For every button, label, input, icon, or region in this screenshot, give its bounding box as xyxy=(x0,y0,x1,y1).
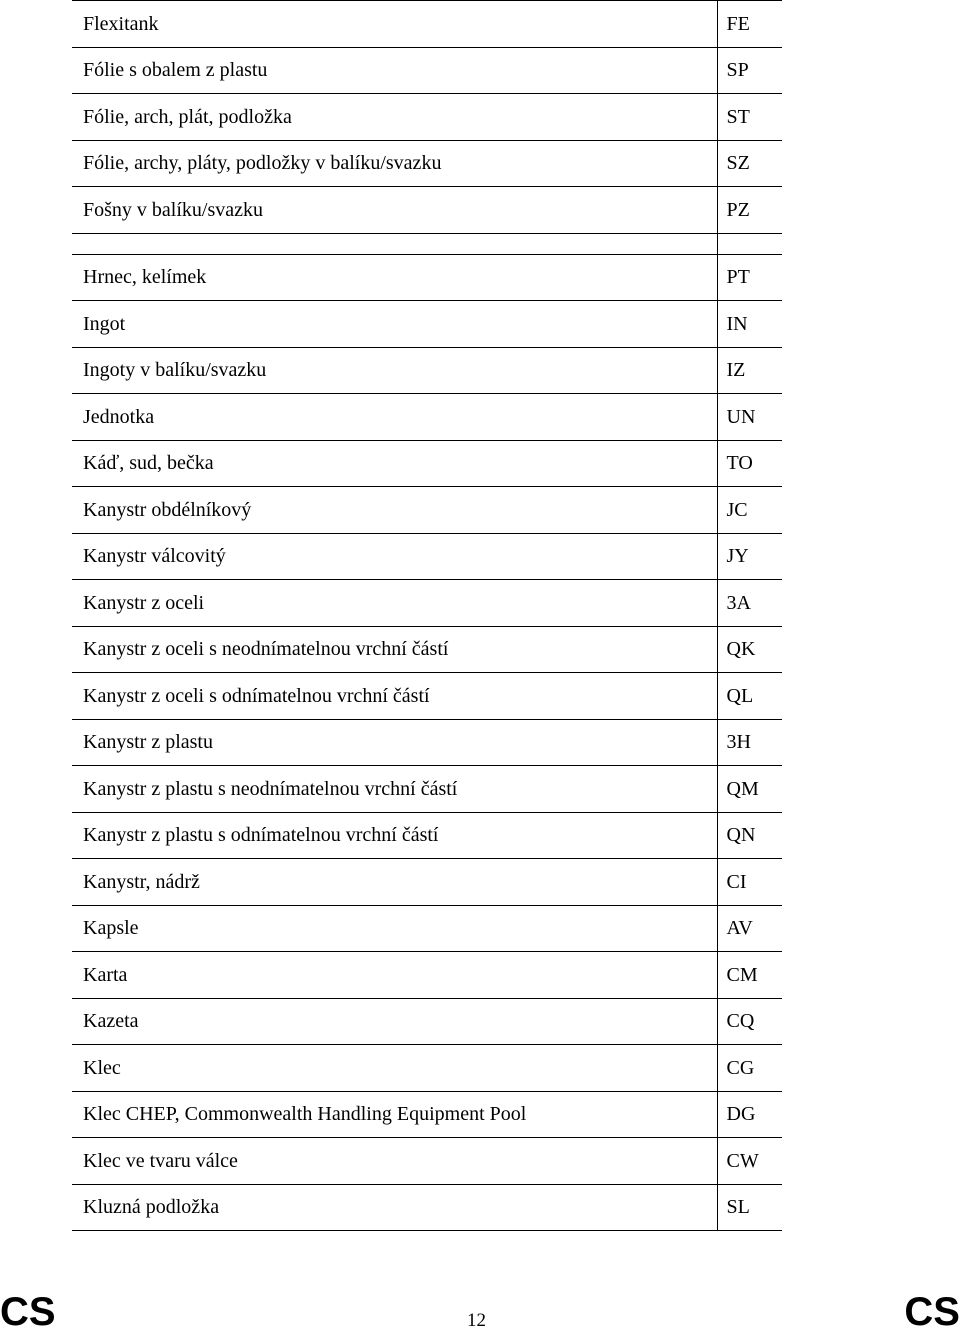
package-code: SP xyxy=(717,47,782,94)
spacer-cell xyxy=(72,233,717,254)
table-row xyxy=(72,812,782,859)
package-code: TO xyxy=(717,440,782,487)
table-row xyxy=(72,1138,782,1185)
package-name: Flexitank xyxy=(72,1,717,48)
table-row xyxy=(72,1091,782,1138)
table-row xyxy=(72,1184,782,1231)
table-row xyxy=(72,905,782,952)
package-code: CG xyxy=(717,1045,782,1092)
table-row xyxy=(72,94,782,141)
package-code: SL xyxy=(717,1184,782,1231)
package-name: Kanystr z oceli s odnímatelnou vrchní částí xyxy=(72,673,717,720)
package-name: Fošny v balíku/svazku xyxy=(72,187,717,234)
package-code: SZ xyxy=(717,140,782,187)
package-code: AV xyxy=(717,905,782,952)
package-code: PZ xyxy=(717,187,782,234)
package-name: Ingot xyxy=(72,301,717,348)
package-name: Káď, sud, bečka xyxy=(72,440,717,487)
table-row xyxy=(72,719,782,766)
table-row xyxy=(72,859,782,906)
table-row xyxy=(72,394,782,441)
package-code: CQ xyxy=(717,998,782,1045)
package-code: QN xyxy=(717,812,782,859)
package-code: CM xyxy=(717,952,782,999)
table-row xyxy=(72,487,782,534)
package-name: Klec ve tvaru válce xyxy=(72,1138,717,1185)
page-footer xyxy=(0,1290,960,1334)
table-row xyxy=(72,533,782,580)
package-name: Klec xyxy=(72,1045,717,1092)
table-row xyxy=(72,440,782,487)
package-name: Kanystr, nádrž xyxy=(72,859,717,906)
package-code: JY xyxy=(717,533,782,580)
package-code: IN xyxy=(717,301,782,348)
table-row xyxy=(72,626,782,673)
package-code: QL xyxy=(717,673,782,720)
table-row xyxy=(72,301,782,348)
package-name: Fólie s obalem z plastu xyxy=(72,47,717,94)
language-label-right: CS xyxy=(904,1290,960,1334)
package-name: Kanystr z plastu xyxy=(72,719,717,766)
package-name: Kazeta xyxy=(72,998,717,1045)
table-row xyxy=(72,140,782,187)
table-row xyxy=(72,673,782,720)
table-row xyxy=(72,254,782,301)
table-row xyxy=(72,1,782,48)
page-number: 12 xyxy=(467,1310,486,1331)
package-code: CI xyxy=(717,859,782,906)
package-name: Kanystr z oceli xyxy=(72,580,717,627)
package-code: 3A xyxy=(717,580,782,627)
package-code: CW xyxy=(717,1138,782,1185)
package-name: Kanystr z plastu s odnímatelnou vrchní částí xyxy=(72,812,717,859)
package-code: IZ xyxy=(717,347,782,394)
package-code: DG xyxy=(717,1091,782,1138)
package-name: Kanystr obdélníkový xyxy=(72,487,717,534)
table-row xyxy=(72,766,782,813)
package-name: Kapsle xyxy=(72,905,717,952)
package-name: Jednotka xyxy=(72,394,717,441)
package-code: FE xyxy=(717,1,782,48)
package-name: Ingoty v balíku/svazku xyxy=(72,347,717,394)
package-name: Kanystr válcovitý xyxy=(72,533,717,580)
table-row xyxy=(72,580,782,627)
package-name: Fólie, archy, pláty, podložky v balíku/svazku xyxy=(72,140,717,187)
table-row xyxy=(72,187,782,234)
package-name: Kanystr z plastu s neodnímatelnou vrchní částí xyxy=(72,766,717,813)
packaging-code-table xyxy=(72,0,782,1231)
table-row xyxy=(72,952,782,999)
package-name: Kluzná podložka xyxy=(72,1184,717,1231)
table-body xyxy=(72,1,782,1231)
package-code: QM xyxy=(717,766,782,813)
package-code: QK xyxy=(717,626,782,673)
package-name: Karta xyxy=(72,952,717,999)
package-name: Kanystr z oceli s neodnímatelnou vrchní částí xyxy=(72,626,717,673)
package-code: PT xyxy=(717,254,782,301)
package-code: JC xyxy=(717,487,782,534)
language-label-left: CS xyxy=(0,1290,56,1334)
spacer-cell xyxy=(717,233,782,254)
package-code: UN xyxy=(717,394,782,441)
table-row xyxy=(72,347,782,394)
package-name: Fólie, arch, plát, podložka xyxy=(72,94,717,141)
table-spacer-row xyxy=(72,233,782,254)
package-name: Klec CHEP, Commonwealth Handling Equipment Pool xyxy=(72,1091,717,1138)
package-code: 3H xyxy=(717,719,782,766)
package-code: ST xyxy=(717,94,782,141)
package-name: Hrnec, kelímek xyxy=(72,254,717,301)
table-row xyxy=(72,1045,782,1092)
table-row xyxy=(72,998,782,1045)
table-row xyxy=(72,47,782,94)
